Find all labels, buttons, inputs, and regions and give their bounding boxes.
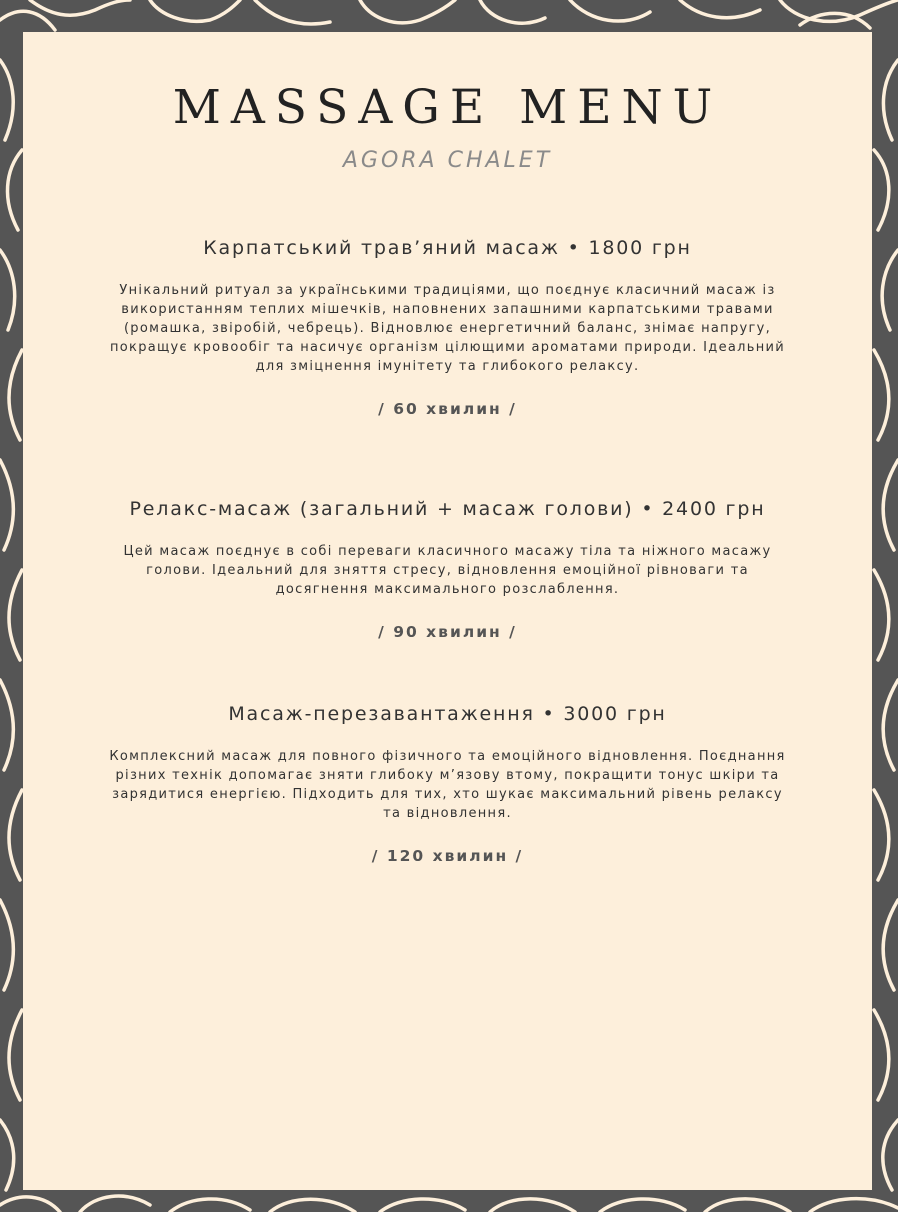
menu-item-heading: Релакс-масаж (загальний + масаж голови) • 2400 грн [129,498,766,520]
menu-item-heading: Масаж-перезавантаження • 3000 грн [228,703,667,725]
menu-item-description: Цей масаж поєднує в собі переваги класичного масажу тіла та ніжного масажу голови. Ідеальний для зняття стресу, відновлення емоційної рівноваги та досягнення максимального розслаблення. [123,544,772,597]
menu-item-heading: Карпатський трав’яний масаж • 1800 грн [203,237,692,259]
menu-item [103,701,792,867]
menu-item-description: Комплексний масаж для повного фізичного та емоційного відновлення. Поєднання різних технік допомагає зняти глибоку м’язову втому, покращити тонус шкіри та зарядитися енергією. Підходить для тих, хто шукає максимальний рівень релаксу та відновлення. [109,749,786,821]
menu-item-description: Унікальний ритуал за українськими традиціями, що поєднує класичний масаж із використанням теплих мішечків, наповнених запашними карпатськими травами (ромашка, звіробій, чебрець). Відновлює енергетичний баланс, знімає напругу, покращує кровообіг та насичує організм цілющими ароматами природи. Ідеальний для зміцнення імунітету та глибокого релаксу. [109,283,785,374]
menu-item [103,496,792,643]
menu-item-duration: / 60 хвилин / [378,400,517,418]
menu-title: MASSAGE MENU [172,80,723,135]
menu-card [23,32,872,1190]
menu-subtitle: AGORA CHALET [342,148,553,173]
menu-item-duration: / 90 хвилин / [378,623,517,641]
menu-item-duration: / 120 хвилин / [371,847,524,865]
menu-item [103,235,792,420]
